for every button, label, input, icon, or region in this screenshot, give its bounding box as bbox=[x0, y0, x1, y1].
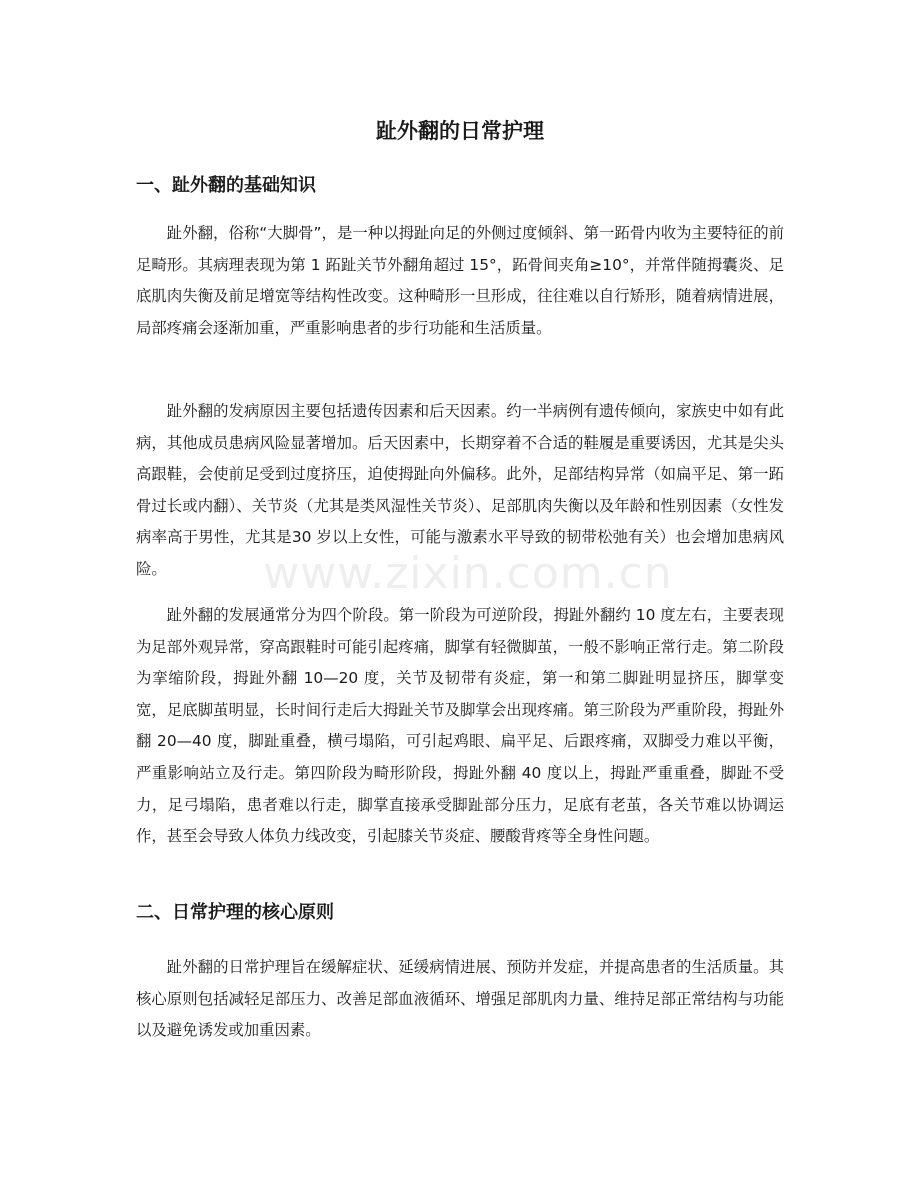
paragraph-principles: 趾外翻的日常护理旨在缓解症状、延缓病情进展、预防并发症，并提高患者的生活质量。其核心原则包括减轻足部压力、改善足部血液循环、增强足部肌肉力量、维持足部正常结构与功能以及避免诱发或加重因素。 bbox=[136, 958, 784, 1040]
document-title: 趾外翻的日常护理 bbox=[376, 119, 544, 143]
watermark-text: www.zixin.com.cn bbox=[263, 548, 673, 599]
section-heading-basics: 一、趾外翻的基础知识 bbox=[136, 175, 316, 196]
paragraph-definition: 趾外翻，俗称“大脚骨”，是一种以拇趾向足的外侧过度倾斜、第一跖骨内收为主要特征的前足畸形。其病理表现为第 1 跖趾关节外翻角超过 15°，跖骨间夹角≥10°，并常伴随拇囊炎、足底肌肉失衡及前足增宽等结构性改变。这种畸形一旦形成，往往难以自行矫形，随着病情进展，局部疼痛会逐渐加重，严重影响患者的步行功能和生活质量。 bbox=[136, 224, 784, 337]
paragraph-stages: 趾外翻的发展通常分为四个阶段。第一阶段为可逆阶段，拇趾外翻约 10 度左右，主要表现为足部外观异常，穿高跟鞋时可能引起疼痛，脚掌有轻微脚茧，一般不影响正常行走。第二阶段为挛缩阶段，拇趾外翻 10—20 度，关节及韧带有炎症，第一和第二脚趾明显挤压，脚掌变宽，足底脚茧明显，长时间行走后大拇趾关节及脚掌会出现疼痛。第三阶段为严重阶段，拇趾外翻 20—40 度，脚趾重叠，横弓塌陷，可引起鸡眼、扁平足、后跟疼痛，双脚受力难以平衡，严重影响站立及行走。第四阶段为畸形阶段，拇趾外翻 40 度以上，拇趾严重重叠，脚趾不受力，足弓塌陷，患者难以行走，脚掌直接承受脚趾部分压力，足底有老茧，各关节难以协调运作，甚至会导致人体负力线改变，引起膝关节炎症、腰酸背疼等全身性问题。 bbox=[136, 606, 784, 846]
section-heading-principles: 二、日常护理的核心原则 bbox=[136, 902, 334, 923]
paragraph-causes: 趾外翻的发病原因主要包括遗传因素和后天因素。约一半病例有遗传倾向，家族史中如有此病，其他成员患病风险显著增加。后天因素中，长期穿着不合适的鞋履是重要诱因，尤其是尖头高跟鞋，会使前足受到过度挤压，迫使拇趾向外偏移。此外，足部结构异常（如扁平足、第一跖骨过长或内翻）、关节炎（尤其是类风湿性关节炎）、足部肌肉失衡以及年龄和性别因素（女性发病率高于男性，尤其是30 岁以上女性，可能与激素水平导致的韧带松弛有关）也会增加患病风险。 bbox=[136, 402, 784, 578]
